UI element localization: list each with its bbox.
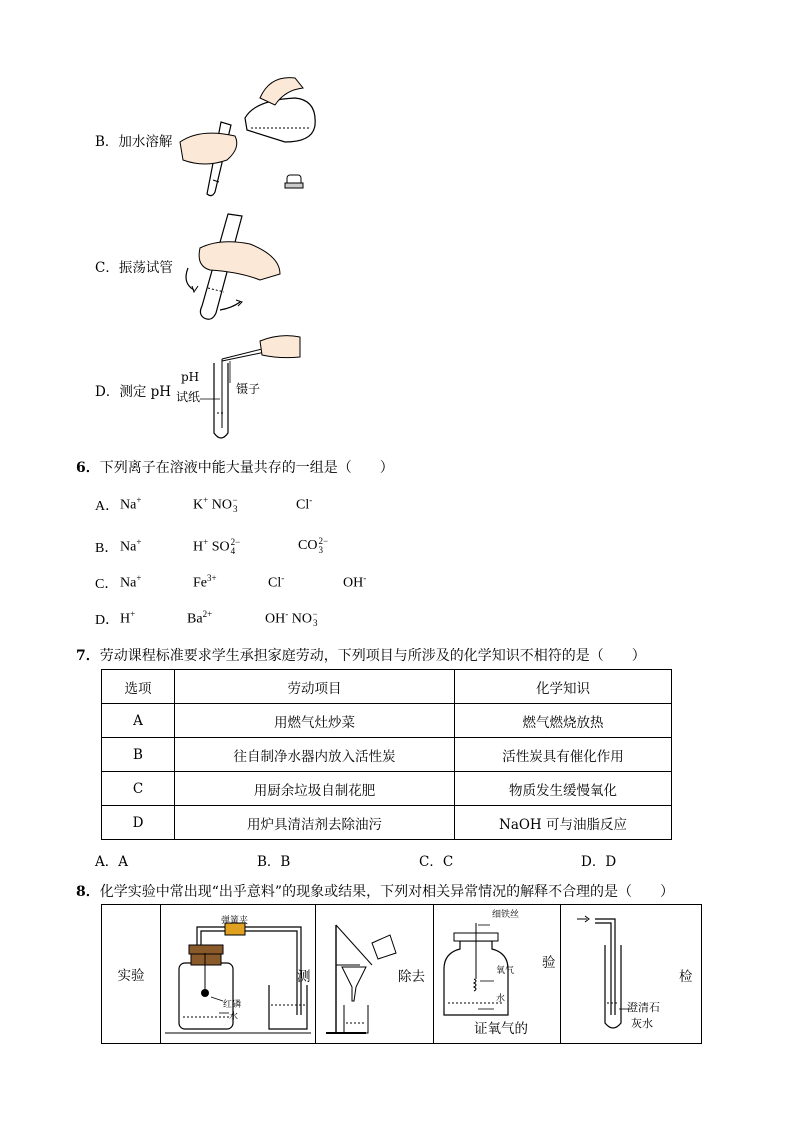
q7-stem bbox=[76, 645, 646, 665]
option-b-label: B．加水溶解 bbox=[95, 134, 173, 150]
q7-cell: 用厨余垃圾自制花肥 bbox=[175, 772, 455, 806]
q7-cell: B bbox=[102, 738, 175, 772]
q6-d-letter: D． bbox=[95, 613, 120, 628]
q7-cell: 用炉具清洁剂去除油污 bbox=[175, 806, 455, 840]
q6-option-b[interactable] bbox=[95, 537, 118, 557]
table-row bbox=[102, 704, 672, 738]
q6-b-ion-2: H+ SO2− 4 bbox=[193, 537, 241, 557]
q8-stem bbox=[76, 881, 674, 901]
q8-cell-limewater bbox=[561, 905, 702, 1044]
q6-b-ion-4: CO2− 3 bbox=[298, 536, 329, 555]
q8-measure-label: 测 bbox=[297, 969, 311, 985]
q7-header-knowledge: 化学知识 bbox=[455, 670, 672, 704]
q8-phosphorus-label: 红磷 bbox=[223, 1000, 242, 1010]
q6-d-ion-2: $Ba^{2+}$ bbox=[187, 609, 213, 627]
q8-iron-wire-label: 细铁丝 bbox=[492, 910, 520, 920]
ph-paper-label-1: pH bbox=[181, 370, 200, 384]
q7-cell: 用燃气灶炒菜 bbox=[175, 704, 455, 738]
q8-cell-filter bbox=[316, 905, 434, 1044]
q8-cell-oxygen bbox=[434, 905, 561, 1044]
q8-experiment-cell bbox=[102, 905, 161, 1044]
table-row bbox=[102, 806, 672, 840]
q7-answer-b[interactable]: B．B bbox=[257, 854, 291, 870]
q7-header-task: 劳动项目 bbox=[175, 670, 455, 704]
q8-table bbox=[101, 904, 702, 1044]
q8-limewater-label-1: 澄清石 bbox=[627, 1001, 660, 1014]
q8-test-label: 检 bbox=[679, 969, 693, 985]
q7-cell: A bbox=[102, 704, 175, 738]
q8-water2-label: 水 bbox=[496, 994, 506, 1004]
q8-oxygen-label: 氧气 bbox=[496, 966, 515, 976]
shake-tube-illustration bbox=[180, 208, 290, 323]
q7-cell: D bbox=[102, 806, 175, 840]
q6-c-letter: C． bbox=[95, 577, 119, 592]
q7-answer-c[interactable]: C．C bbox=[419, 854, 454, 870]
q7-cell: C bbox=[102, 772, 175, 806]
q8-stem-text: 化学实验中常出现“出乎意料”的现象或结果，下列对相关异常情况的解释不合理的是（ ） bbox=[99, 884, 675, 900]
tweezers-label: 镊子 bbox=[236, 382, 261, 396]
q6-number: 6． bbox=[76, 460, 100, 476]
q7-cell: 活性炭具有催化作用 bbox=[455, 738, 672, 772]
q6-option-a[interactable] bbox=[95, 495, 119, 515]
q7-answer-a[interactable]: A．A bbox=[95, 854, 128, 870]
q6-c-ion-3: Cl- bbox=[268, 573, 285, 591]
q6-d-ion-1: H+ bbox=[120, 609, 136, 627]
q7-number: 7． bbox=[76, 648, 100, 664]
table-row bbox=[102, 772, 672, 806]
q7-cell: NaOH 可与油脂反应 bbox=[455, 806, 672, 840]
option-c-label: C．振荡试管 bbox=[95, 260, 173, 276]
q6-b-ion-1: Na+ bbox=[120, 537, 142, 555]
q8-number: 8． bbox=[76, 884, 100, 900]
q8-cell-phosphorus bbox=[161, 905, 316, 1044]
q6-a-ion-4: Cl- bbox=[296, 495, 313, 513]
q6-stem bbox=[76, 457, 394, 477]
q7-table bbox=[101, 669, 672, 840]
q6-stem-text: 下列离子在溶液中能大量共存的一组是（ ） bbox=[99, 460, 394, 476]
q6-a-ion-1: Na+ bbox=[120, 495, 142, 513]
q8-clamp-label: 弹簧夹 bbox=[221, 916, 249, 926]
option-d-label: D．测定 pH bbox=[95, 384, 172, 400]
q8-verify-oxygen-label: 证氧气的 bbox=[474, 1021, 528, 1037]
q7-answer-d[interactable]: D．D bbox=[581, 854, 617, 870]
q7-cell: 燃气燃烧放热 bbox=[455, 704, 672, 738]
q8-remove-label: 除去 bbox=[398, 969, 425, 985]
q6-a-letter: A． bbox=[95, 499, 120, 514]
q7-cell: 物质发生缓慢氧化 bbox=[455, 772, 672, 806]
q6-c-ion-4: OH- bbox=[343, 573, 367, 591]
q6-c-ion-1: Na+ bbox=[120, 573, 142, 591]
q8-water-label: 水 bbox=[229, 1012, 239, 1022]
table-row bbox=[102, 738, 672, 772]
ph-paper-label-2: 试纸 bbox=[176, 390, 201, 404]
q6-option-d[interactable] bbox=[95, 609, 119, 629]
q6-c-ion-2: $Fe^{3+}$ bbox=[193, 573, 217, 591]
q7-stem-text: 劳动课程标准要求学生承担家庭劳动，下列项目与所涉及的化学知识不相符的是（ ） bbox=[99, 648, 646, 664]
q8-verify-tail-label: 验 bbox=[542, 955, 556, 971]
q7-header-option: 选项 bbox=[102, 670, 175, 704]
ph-test-illustration bbox=[200, 333, 305, 445]
q7-cell: 往自制净水器内放入活性炭 bbox=[175, 738, 455, 772]
q8-limewater-label-2: 灰水 bbox=[631, 1017, 653, 1030]
q6-b-letter: B． bbox=[95, 541, 119, 556]
q6-a-ion-2: K+ NO 3− bbox=[193, 495, 238, 515]
q6-d-ion-3: OH- NO 3− bbox=[265, 609, 318, 629]
q8-experiment-label: 实验 bbox=[117, 968, 145, 984]
q6-option-c[interactable] bbox=[95, 573, 118, 593]
dissolve-illustration bbox=[175, 70, 325, 200]
q7-header-row bbox=[102, 670, 672, 704]
